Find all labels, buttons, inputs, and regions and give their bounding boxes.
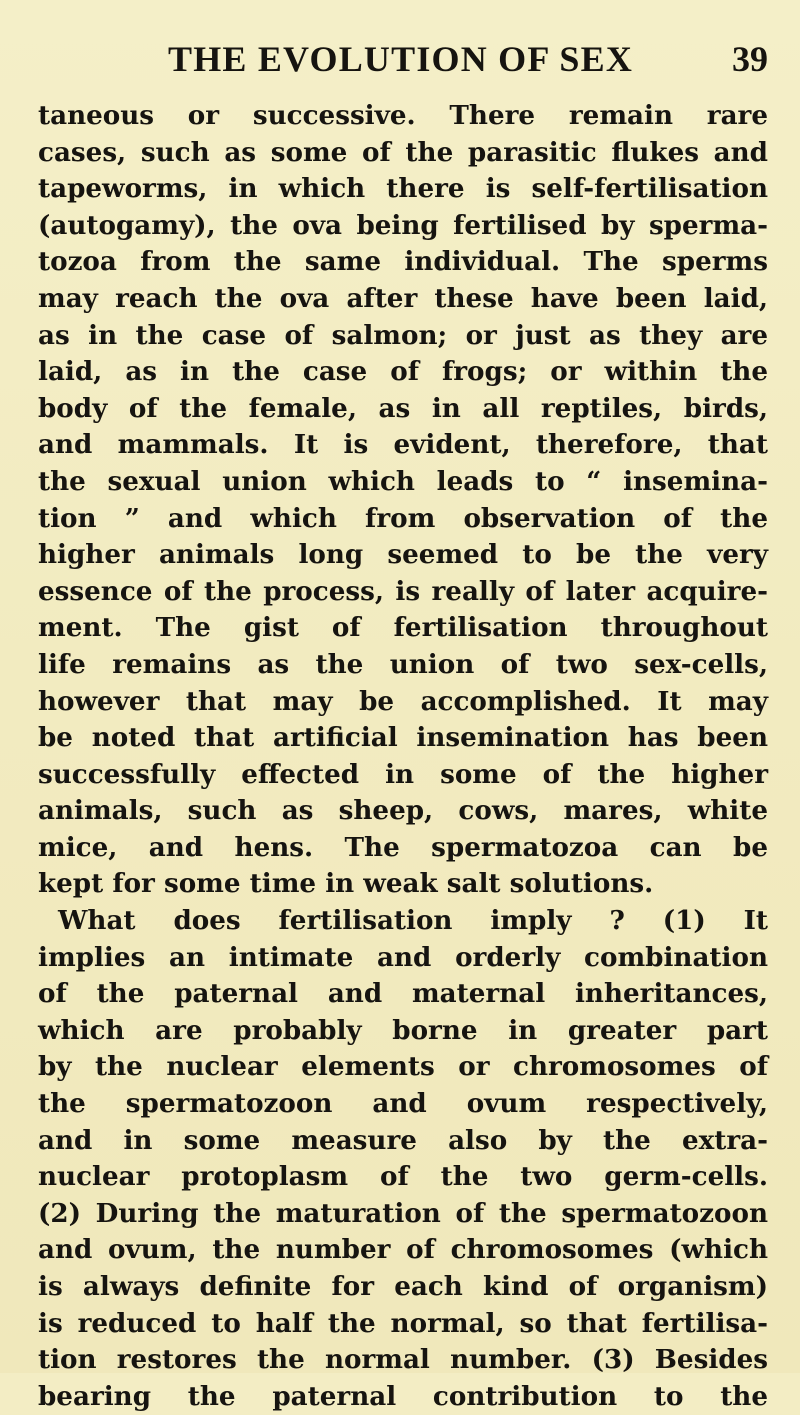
text-line: may reach the ova after these have been laid, — [38, 282, 768, 314]
text-line: be noted that artificial insemination has been — [38, 722, 768, 754]
text-line: laid, as in the case of frogs; or within the — [38, 356, 768, 388]
book-page — [38, 34, 768, 1412]
text-line: mice, and hens. The spermatozoa can be — [38, 831, 768, 863]
body-text — [38, 98, 768, 1415]
text-line: tion ” and which from observation of the — [38, 502, 768, 534]
text-line: cases, such as some of the parasitic flukes and — [38, 136, 768, 168]
text-line: by the nuclear elements or chromosomes of — [38, 1051, 768, 1083]
text-line: and mammals. It is evident, therefore, that — [38, 429, 768, 461]
text-line: essence of the process, is really of later acquire- — [38, 575, 768, 607]
text-line: the spermatozoon and ovum respectively, — [38, 1088, 768, 1120]
text-line: of the paternal and maternal inheritances, — [38, 978, 768, 1010]
text-line: successfully effected in some of the higher — [38, 758, 768, 790]
text-line: the sexual union which leads to “ insemina- — [38, 465, 768, 497]
text-line: kept for some time in weak salt solutions. — [38, 868, 654, 900]
page-number: 39 — [732, 39, 768, 79]
text-line: (2) During the maturation of the spermatozoon — [38, 1197, 768, 1229]
text-line: which are probably borne in greater part — [38, 1014, 768, 1046]
text-line: bearing the paternal contribution to the — [38, 1380, 768, 1412]
text-line: is always definite for each kind of organism) — [38, 1271, 768, 1302]
text-line: animals, such as sheep, cows, mares, white — [38, 795, 768, 827]
text-line: as in the case of salmon; or just as they are — [38, 319, 768, 351]
text-line: (autogamy), the ova being fertilised by sperma- — [38, 209, 768, 241]
text-line: life remains as the union of two sex-cells, — [38, 648, 768, 680]
text-line: taneous or successive. There remain rare — [38, 100, 768, 131]
running-head — [38, 34, 768, 92]
text-line: tozoa from the same individual. The sperms — [38, 246, 768, 278]
text-line: implies an intimate and orderly combination — [38, 941, 768, 973]
text-line: nuclear protoplasm of the two germ-cells. — [38, 1161, 768, 1193]
text-line: however that may be accomplished. It may — [38, 685, 768, 717]
text-line: is reduced to half the normal, so that fertilisa- — [38, 1307, 768, 1339]
text-line: tion restores the normal number. (3) Besides — [38, 1344, 768, 1376]
text-line: What does fertilisation imply ? (1) It — [58, 905, 768, 937]
text-line: and ovum, the number of chromosomes (which — [38, 1234, 768, 1266]
text-line: and in some measure also by the extra- — [38, 1124, 768, 1156]
text-line: higher animals long seemed to be the very — [38, 539, 768, 571]
running-title: THE EVOLUTION OF SEX — [168, 39, 634, 79]
text-line: body of the female, as in all reptiles, birds, — [38, 392, 768, 424]
text-line: ment. The gist of fertilisation throughout — [38, 612, 768, 644]
text-line: tapeworms, in which there is self-fertilisation — [38, 173, 768, 205]
